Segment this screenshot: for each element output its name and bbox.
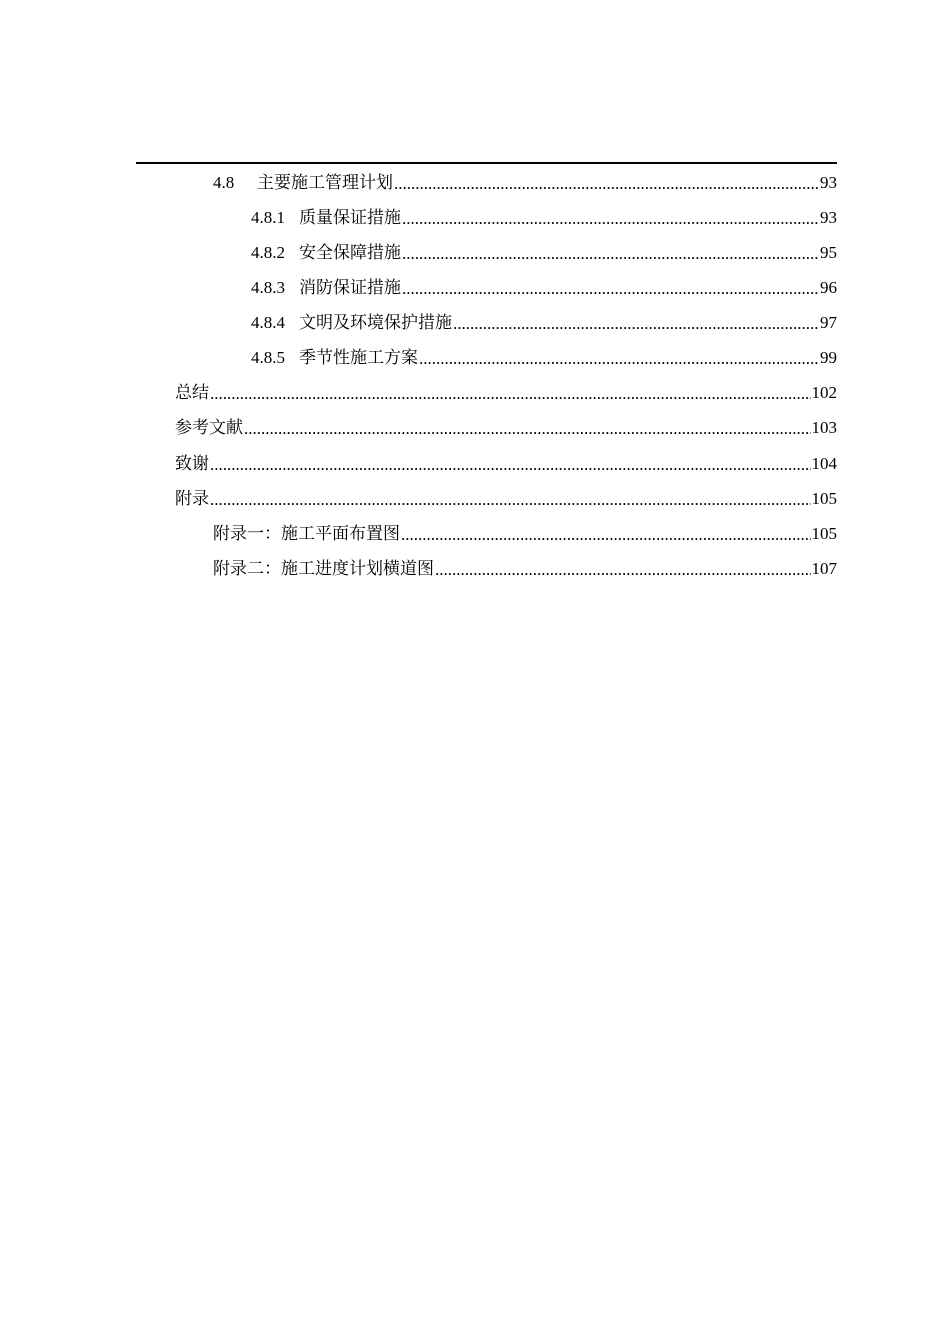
toc-entry-page: 105 [811, 524, 837, 543]
toc-entry-number: 4.8.4 [251, 313, 285, 332]
toc-entry-page: 96 [820, 278, 837, 297]
toc-dot-leader [210, 483, 811, 517]
toc-entry[interactable] [213, 552, 837, 586]
toc-entry[interactable] [175, 376, 837, 410]
toc-dot-leader [210, 448, 811, 482]
toc-entry[interactable] [251, 341, 837, 375]
toc-entry-page: 95 [820, 243, 837, 262]
toc-dot-leader [402, 237, 819, 271]
toc-dot-leader [401, 518, 811, 552]
toc-entry-number: 4.8.2 [251, 243, 285, 262]
toc-entry-page: 102 [811, 383, 837, 402]
toc-entry-title: 附录 [175, 489, 209, 509]
toc-dot-leader [244, 412, 811, 446]
toc-entry-page: 105 [811, 489, 837, 508]
toc-dot-leader [394, 167, 819, 201]
toc-dot-leader [419, 342, 819, 376]
toc-entry-number: 4.8.3 [251, 278, 285, 297]
toc-dot-leader [402, 272, 819, 306]
toc-entry-title: 文明及环境保护措施 [299, 313, 452, 333]
toc-entry-number: 4.8 [213, 173, 235, 192]
toc-entry-number: 4.8.5 [251, 348, 285, 367]
toc-entry[interactable] [213, 166, 837, 200]
toc-dot-leader [210, 377, 811, 411]
toc-entry-page: 107 [811, 559, 837, 578]
toc-entry-title: 主要施工管理计划 [257, 173, 393, 193]
toc-entry[interactable] [251, 306, 837, 340]
header-rule [136, 162, 837, 164]
toc-entry-title: 消防保证措施 [299, 278, 401, 298]
toc-entry-title: 季节性施工方案 [299, 348, 418, 368]
toc-entry-title: 参考文献 [175, 418, 243, 438]
toc-entry[interactable] [213, 517, 837, 551]
toc-entry[interactable] [175, 447, 837, 481]
toc-entry-page: 103 [811, 418, 837, 437]
toc-entry-title: 附录一：施工平面布置图 [213, 524, 400, 544]
toc-entry-page: 93 [820, 173, 837, 192]
toc-entry-page: 97 [820, 313, 837, 332]
toc-entry-number: 4.8.1 [251, 208, 285, 227]
toc-dot-leader [402, 202, 819, 236]
toc-dot-leader [453, 307, 819, 341]
toc-entry[interactable] [251, 271, 837, 305]
toc-entry[interactable] [175, 411, 837, 445]
toc-dot-leader [435, 553, 811, 587]
toc-entry-page: 93 [820, 208, 837, 227]
toc-entry-title: 安全保障措施 [299, 243, 401, 263]
toc-entry-page: 99 [820, 348, 837, 367]
toc-entry-title: 总结 [175, 383, 209, 403]
toc-entry-title: 附录二：施工进度计划横道图 [213, 559, 434, 579]
toc-entry-title: 致谢 [175, 454, 209, 474]
toc-entry[interactable] [251, 236, 837, 270]
toc-entry-page: 104 [811, 454, 837, 473]
toc-entry[interactable] [175, 482, 837, 516]
toc-entry[interactable] [251, 201, 837, 235]
toc-entry-title: 质量保证措施 [299, 208, 401, 228]
